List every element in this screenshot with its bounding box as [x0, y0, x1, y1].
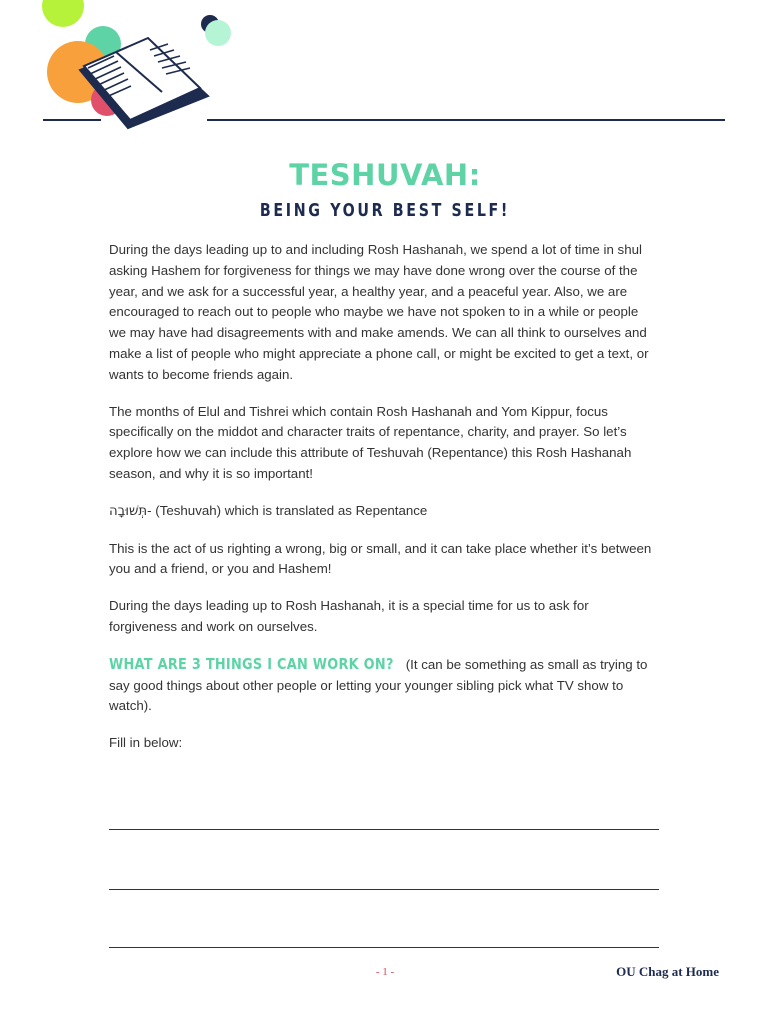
question-text: (It can be something as small as trying to say good things about other people or letting your younger sibling pick what TV show to watch). [109, 656, 648, 714]
intro-paragraph: During the days leading up to and including Rosh Hashanah, we spend a lot of time in shul asking Hashem for forgiveness for things we may have done wrong over the course of the year, and we ask for a successful year, a healthy year, and a peaceful year. Also, we are encouraged to reach out to people who maybe we have not spoken to in a while or people we may have had disagreements with and make amends. We can all think to ourselves and make a list of people who might appreciate a phone call, or might be excited to get a text, or wants to become friends again. [109, 242, 649, 382]
question-heading: WHAT ARE 3 THINGS I CAN WORK ON? [109, 654, 394, 673]
page-subtitle: BEING YOUR BEST SELF! [259, 200, 511, 221]
page-title: TESHUVAH: [289, 158, 481, 192]
fill-prompt: Fill in below: [109, 735, 183, 751]
footer-brand: OU Chag at Home [616, 964, 719, 979]
act-paragraph: This is the act of us righting a wrong, big or small, and it can take place whether it’s between you and a friend, or you and Hashem! [109, 540, 652, 577]
fill-in-line-3[interactable] [109, 946, 659, 948]
fill-in-line-2[interactable] [109, 888, 659, 890]
header-rule-left [43, 119, 101, 121]
document-body [109, 240, 657, 770]
page-number: - 1 - [375, 966, 395, 978]
definition-line [109, 501, 657, 523]
header-rule-right [207, 119, 725, 121]
definition-text: - (Teshuvah) which is translated as Repentance [147, 502, 428, 518]
days-paragraph: During the days leading up to Rosh Hashanah, it is a special time for us to ask for forgiveness and work on ourselves. [109, 598, 589, 634]
months-paragraph: The months of Elul and Tishrei which contain Rosh Hashanah and Yom Kippur, focus specifically on the middot and character traits of repentance, charity, and prayer. So let’s explore how we can include this attribute of Teshuvah (Repentance) this Rosh Hashanah season, and why it is so important! [109, 403, 632, 481]
question-paragraph [109, 654, 657, 717]
fill-in-line-1[interactable] [109, 828, 659, 830]
hebrew-word: תְּשׁוּבָה [109, 503, 148, 519]
